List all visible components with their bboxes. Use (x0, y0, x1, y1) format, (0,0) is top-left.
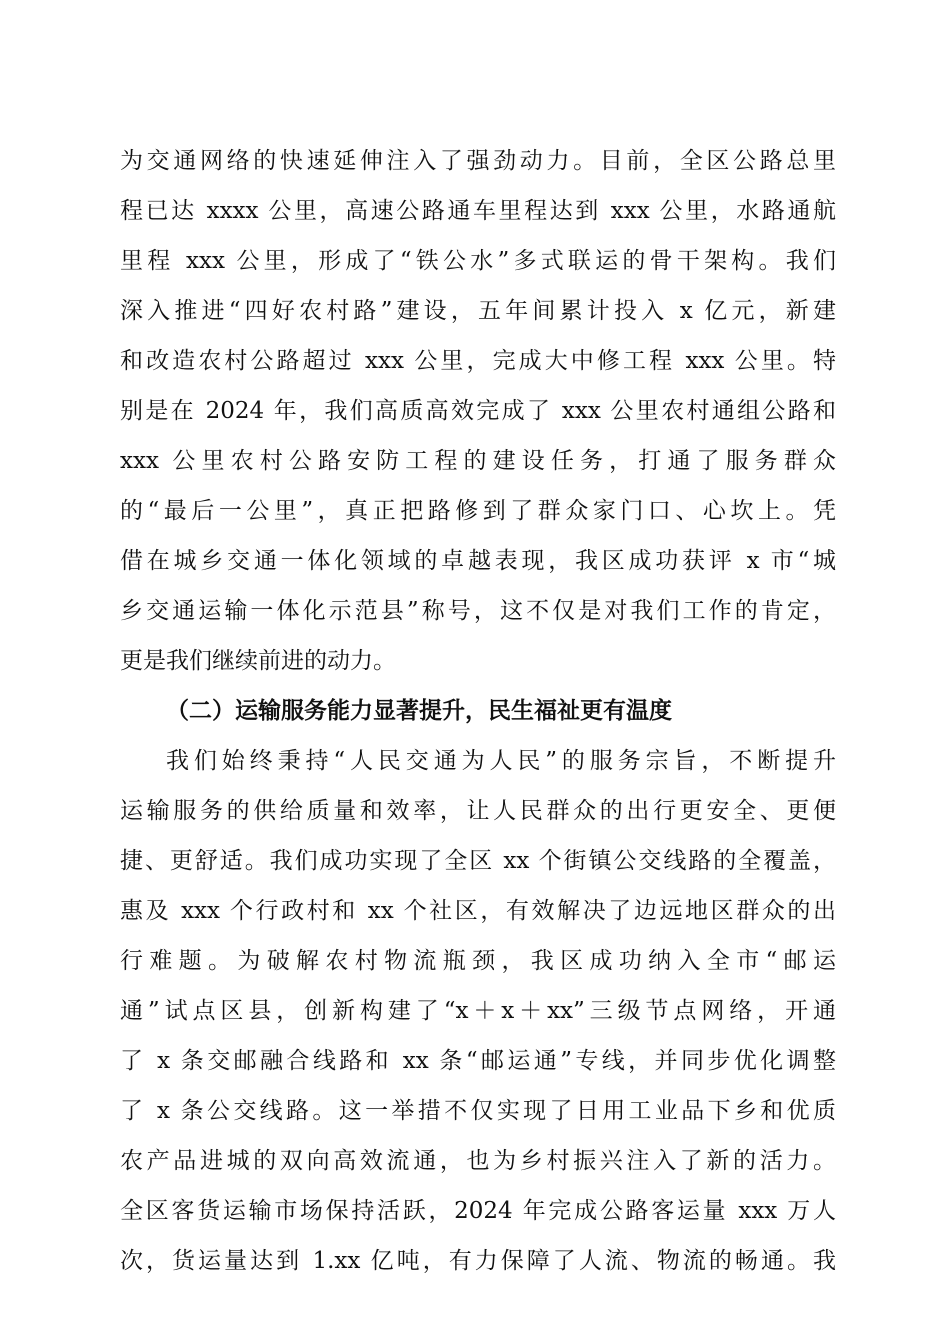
paragraph-1 (120, 136, 836, 686)
paragraph-2 (120, 736, 836, 1286)
text-line: 深入推进“四好农村路”建设，五年间累计投入 x 亿元，新建 (120, 298, 836, 324)
section-heading: （二）运输服务能力显著提升，民生福祉更有温度 (166, 697, 672, 724)
text-line: 为交通网络的快速延伸注入了强劲动力。目前，全区公路总里 (120, 148, 836, 174)
text-line: 程已达 xxxx 公里，高速公路通车里程达到 xxx 公里，水路通航 (120, 198, 836, 224)
text-line: 通”试点区县，创新构建了“x＋x＋xx”三级节点网络，开通 (120, 998, 836, 1024)
text-line: 全区客货运输市场保持活跃，2024 年完成公路客运量 xxx 万人 (120, 1198, 836, 1224)
text-line: 捷、更舒适。我们成功实现了全区 xx 个街镇公交线路的全覆盖， (120, 848, 836, 874)
text-line: 了 x 条公交线路。这一举措不仅实现了日用工业品下乡和优质 (120, 1098, 836, 1124)
text-line: 乡交通运输一体化示范县”称号，这不仅是对我们工作的肯定， (120, 598, 836, 624)
text-line: xxx 公里农村公路安防工程的建设任务，打通了服务群众 (120, 448, 836, 474)
text-line: 里程 xxx 公里，形成了“铁公水”多式联运的骨干架构。我们 (120, 248, 836, 274)
text-line: 了 x 条交邮融合线路和 xx 条“邮运通”专线，并同步优化调整 (120, 1048, 836, 1074)
text-line: 的“最后一公里”，真正把路修到了群众家门口、心坎上。凭 (120, 498, 836, 524)
text-line: 和改造农村公路超过 xxx 公里，完成大中修工程 xxx 公里。特 (120, 348, 836, 374)
text-line: 行难题。为破解农村物流瓶颈，我区成功纳入全市“邮运 (120, 948, 836, 974)
text-line: 别是在 2024 年，我们高质高效完成了 xxx 公里农村通组公路和 (120, 398, 836, 424)
text-line: 我们始终秉持“人民交通为人民”的服务宗旨，不断提升 (166, 748, 836, 774)
text-line: 借在城乡交通一体化领域的卓越表现，我区成功获评 x 市“城 (120, 548, 836, 574)
text-line: 运输服务的供给质量和效率，让人民群众的出行更安全、更便 (120, 798, 836, 824)
text-line: 农产品进城的双向高效流通，也为乡村振兴注入了新的活力。 (120, 1148, 836, 1174)
text-line: 次，货运量达到 1.xx 亿吨，有力保障了人流、物流的畅通。我 (120, 1248, 836, 1274)
text-line: 惠及 xxx 个行政村和 xx 个社区，有效解决了边远地区群众的出 (120, 898, 836, 924)
document-body (120, 136, 836, 1286)
text-line: 更是我们继续前进的动力。 (120, 648, 396, 674)
